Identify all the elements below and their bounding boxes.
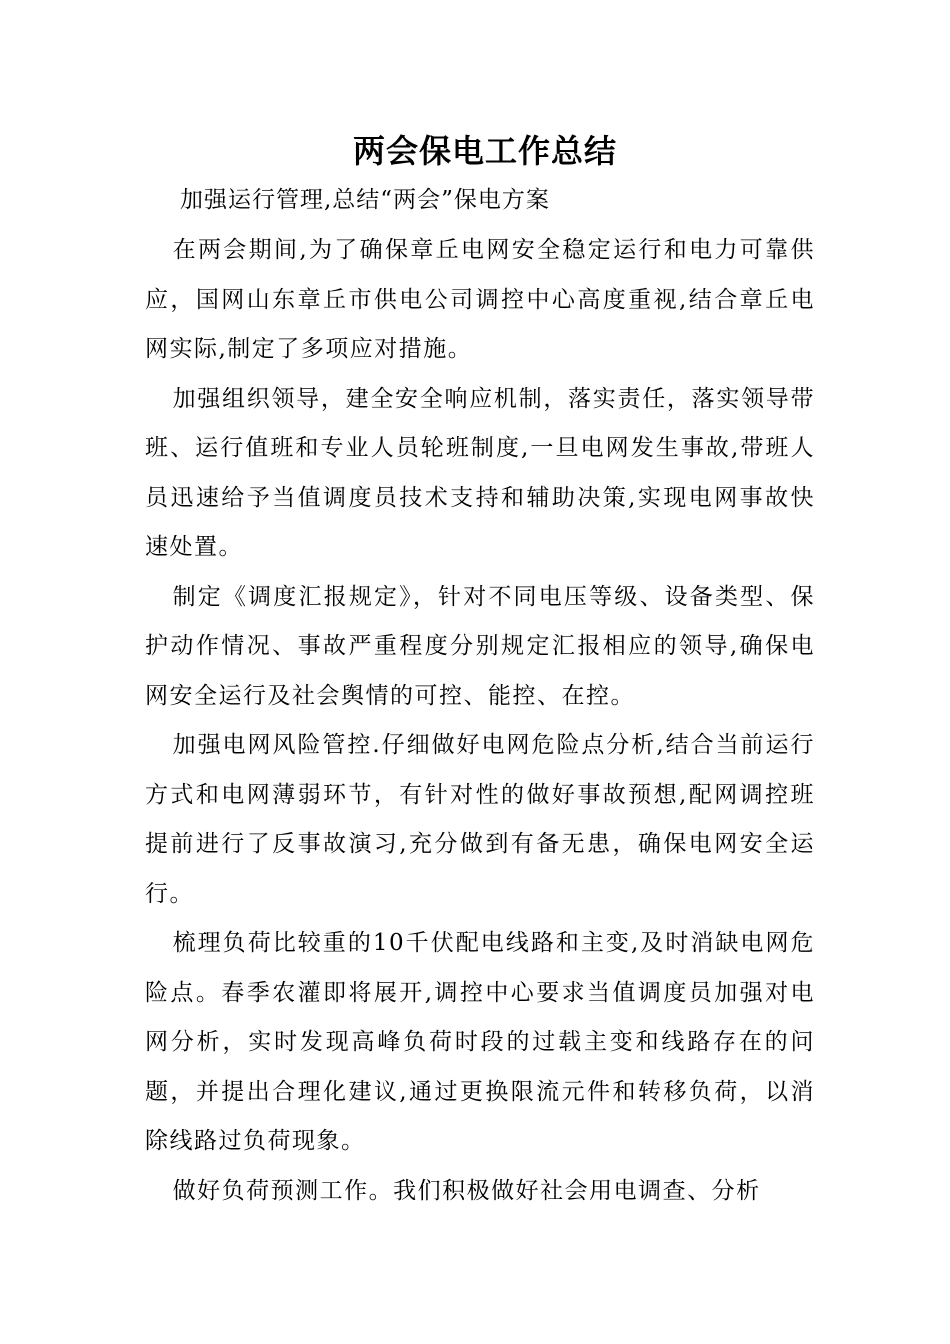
document-body bbox=[145, 226, 815, 1216]
paragraph: 加强电网风险管控.仔细做好电网危险点分析,结合当前运行方式和电网薄弱环节，有针对性的做好事故预想,配网调控班提前进行了反事故演习,充分做到有备无患，确保电网安全运行。 bbox=[145, 732, 815, 907]
paragraph: 加强组织领导，建全安全响应机制，落实责任，落实领导带班、运行值班和专业人员轮班制度,一旦电网发生事故,带班人员迅速给予当值调度员技术支持和辅助决策,实现电网事故快速处置。 bbox=[145, 385, 815, 560]
document-title: 两会保电工作总结 bbox=[352, 132, 617, 170]
paragraph: 梳理负荷比较重的10千伏配电线路和主变,及时消缺电网危险点。春季农灌即将展开,调控中心要求当值调度员加强对电网分析，实时发现高峰负荷时段的过载主变和线路存在的问题，并提出合理化建议,通过更换限流元件和转移负荷，以消除线路过负荷现象。 bbox=[145, 930, 815, 1154]
paragraph: 制定《调度汇报规定》，针对不同电压等级、设备类型、保护动作情况、事故严重程度分别规定汇报相应的领导,确保电网安全运行及社会舆情的可控、能控、在控。 bbox=[145, 583, 815, 709]
document-subtitle: 加强运行管理,总结“两会”保电方案 bbox=[180, 187, 550, 213]
paragraph: 在两会期间,为了确保章丘电网安全稳定运行和电力可靠供应，国网山东章丘市供电公司调控中心高度重视,结合章丘电网实际,制定了多项应对措施。 bbox=[145, 237, 815, 362]
paragraph: 做好负荷预测工作。我们积极做好社会用电调查、分析 bbox=[172, 1177, 761, 1204]
